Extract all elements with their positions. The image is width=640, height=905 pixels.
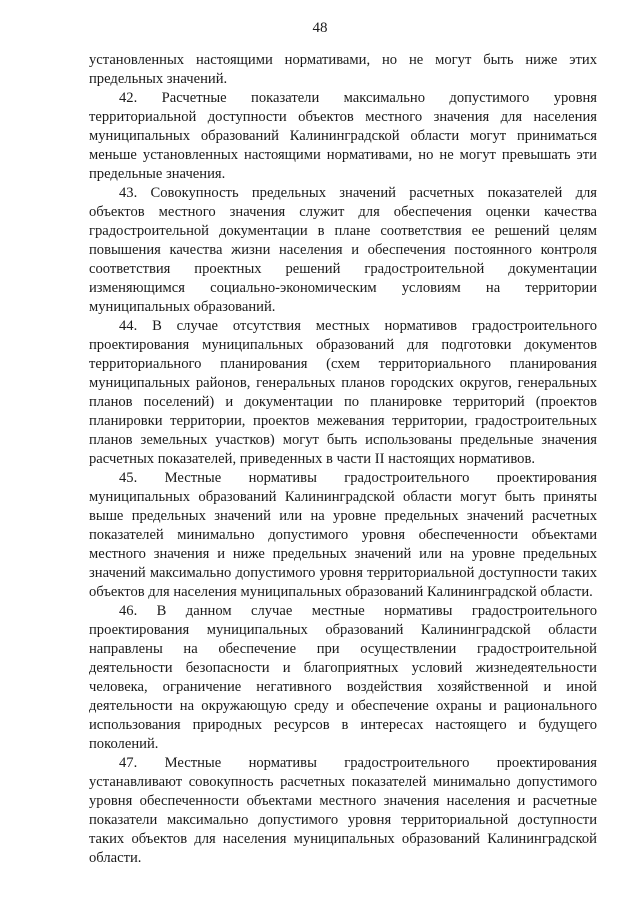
paragraph-43: 43. Совокупность предельных значений расчетных показателей для объектов местного значения служит для обеспечения оценки качества градостроительной документации в плане соответствия ее решений целям повышения качества жизни населения и обеспечения постоянного контроля соответствия проектных решений градостроительной документации изменяющимся социально-экономическим условиям на территории муниципальных образований. xyxy=(89,185,597,315)
paragraph-continuation: установленных настоящими нормативами, но не могут быть ниже этих предельных значений. xyxy=(89,52,597,87)
paragraph-46: 46. В данном случае местные нормативы градостроительного проектирования муниципальных образований Калининградской области направлены на обеспечение при осуществлении градостроительной деятельности безопасности и благоприятных условий жизнедеятельности человека, ограничение негативного воздействия хозяйственной и иной деятельности на окружающую среду и обеспечение охраны и рационального использования природных ресурсов в интересах настоящего и будущего поколений. xyxy=(89,603,597,752)
paragraph-47: 47. Местные нормативы градостроительного проектирования устанавливают совокупность расчетных показателей минимально допустимого уровня обеспеченности объектами местного значения населения и расчетные показатели максимально допустимого уровня территориальной доступности таких объектов для населения муниципальных образований Калининградской области. xyxy=(89,755,597,866)
paragraph-42: 42. Расчетные показатели максимально допустимого уровня территориальной доступности объектов местного значения для населения муниципальных образований Калининградской области могут приниматься меньше установленных настоящими нормативами, но не могут превышать эти предельные значения. xyxy=(89,90,597,182)
paragraph-45: 45. Местные нормативы градостроительного проектирования муниципальных образований Калининградской области могут быть приняты выше предельных значений или на уровне предельных значений расчетных показателей минимально допустимого уровня обеспеченности объектами местного значения и ниже предельных значений или на уровне предельных значений максимально допустимого уровня территориальной доступности таких объектов для населения муниципальных образований Калининградской области. xyxy=(89,470,597,600)
document-body xyxy=(89,51,597,868)
page-number: 48 xyxy=(312,20,328,36)
paragraph-44: 44. В случае отсутствия местных нормативов градостроительного проектирования муниципальных образований для подготовки документов территориального планирования (схем территориального планирования муниципальных районов, генеральных планов городских округов, генеральных планов поселений) и документации по планировке территорий (проектов планировки территории, проектов межевания территории, градостроительных планов земельных участков) могут быть использованы предельные значения расчетных показателей, приведенных в части II настоящих нормативов. xyxy=(89,318,597,467)
